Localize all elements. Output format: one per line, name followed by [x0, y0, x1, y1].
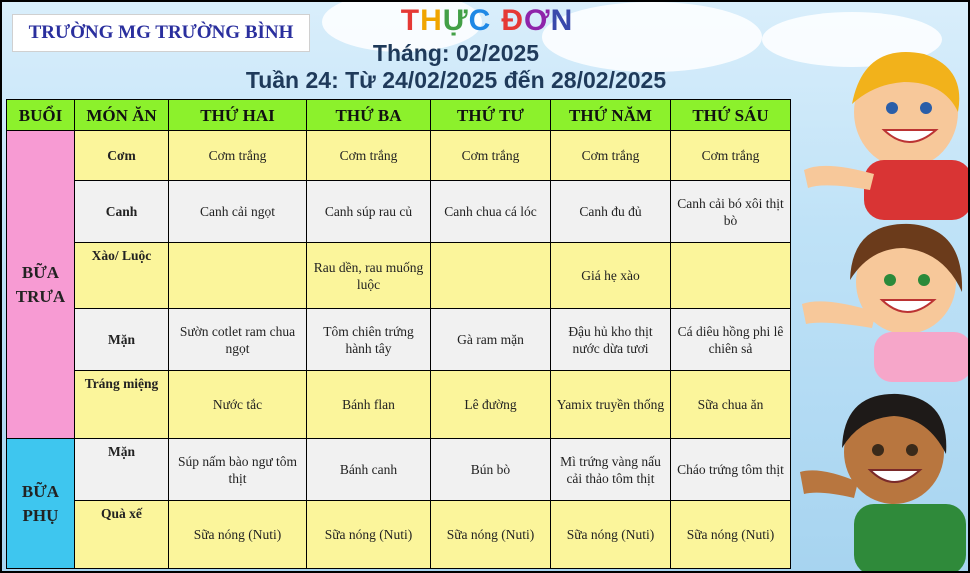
- menu-cell: Canh đu đủ: [551, 181, 671, 243]
- title-letter: Đ: [501, 4, 524, 37]
- table-row: [7, 309, 791, 371]
- session-snack: BỮA PHỤ: [7, 439, 75, 569]
- table-row: [7, 181, 791, 243]
- menu-cell: Cơm trắng: [431, 131, 551, 181]
- session-lunch: BỮA TRƯA: [7, 131, 75, 439]
- menu-cell: Nước tắc: [169, 371, 307, 439]
- title-letter: Ơ: [523, 4, 551, 37]
- menu-cell: Sữa nóng (Nuti): [671, 501, 791, 569]
- header-tuesday: THỨ BA: [307, 100, 431, 131]
- child-shirt-1: [864, 160, 970, 220]
- menu-cell: Sữa nóng (Nuti): [169, 501, 307, 569]
- menu-cell: Cơm trắng: [169, 131, 307, 181]
- week-label: Tuần 24: Từ 24/02/2025 đến 28/02/2025: [245, 67, 667, 93]
- menu-cell: Bánh canh: [307, 439, 431, 501]
- menu-table: [6, 99, 791, 569]
- menu-cell: Canh cải ngọt: [169, 181, 307, 243]
- table-row: [7, 371, 791, 439]
- menu-cell: Cơm trắng: [671, 131, 791, 181]
- menu-cell: Cháo trứng tôm thịt: [671, 439, 791, 501]
- menu-cell: Canh súp rau củ: [307, 181, 431, 243]
- dish-label: Tráng miệng: [75, 371, 169, 439]
- header-dish: MÓN ĂN: [75, 100, 169, 131]
- menu-cell: Súp nấm bào ngư tôm thịt: [169, 439, 307, 501]
- header-monday: THỨ HAI: [169, 100, 307, 131]
- menu-cell: Đậu hủ kho thịt nước dừa tươi: [551, 309, 671, 371]
- cartoon-children-illustration: [794, 42, 970, 573]
- header-thursday: THỨ NĂM: [551, 100, 671, 131]
- title-letter: N: [550, 4, 574, 37]
- menu-cell: [431, 243, 551, 309]
- title-letter: T: [400, 4, 421, 37]
- title-letter: C: [468, 4, 492, 37]
- child-shirt-3: [854, 504, 966, 573]
- title-letter: H: [420, 4, 443, 37]
- menu-cell: Cơm trắng: [307, 131, 431, 181]
- dish-label: Mặn: [75, 439, 169, 501]
- month-label: Tháng: 02/2025: [372, 40, 540, 66]
- menu-cell: Lê đường: [431, 371, 551, 439]
- menu-cell: Rau dền, rau muống luộc: [307, 243, 431, 309]
- menu-cell: Cá diêu hồng phi lê chiên sả: [671, 309, 791, 371]
- menu-cell: Cơm trắng: [551, 131, 671, 181]
- menu-cell: Canh cải bó xôi thịt bò: [671, 181, 791, 243]
- menu-cell: Mì trứng vàng nấu cải thảo tôm thịt: [551, 439, 671, 501]
- child-shirt-2: [874, 332, 970, 382]
- menu-cell: Sữa nóng (Nuti): [551, 501, 671, 569]
- table-row: [7, 439, 791, 501]
- menu-cell: Sữa chua ăn: [671, 371, 791, 439]
- dish-label: Mặn: [75, 309, 169, 371]
- school-name: TRƯỜNG MG TRƯỜNG BÌNH: [12, 14, 310, 52]
- dish-label: Cơm: [75, 131, 169, 181]
- table-row: [7, 501, 791, 569]
- menu-cell: Bún bò: [431, 439, 551, 501]
- table-row: [7, 243, 791, 309]
- menu-cell: Bánh flan: [307, 371, 431, 439]
- header-wednesday: THỨ TƯ: [431, 100, 551, 131]
- header-friday: THỨ SÁU: [671, 100, 791, 131]
- menu-cell: [169, 243, 307, 309]
- menu-cell: Sườn cotlet ram chua ngọt: [169, 309, 307, 371]
- menu-cell: Sữa nóng (Nuti): [307, 501, 431, 569]
- menu-cell: Sữa nóng (Nuti): [431, 501, 551, 569]
- dish-label: Canh: [75, 181, 169, 243]
- menu-cell: Yamix truyền thống: [551, 371, 671, 439]
- dish-label: Xào/ Luộc: [75, 243, 169, 309]
- menu-cell: Giá hẹ xào: [551, 243, 671, 309]
- title-letter: Ự: [442, 4, 469, 37]
- menu-title: [2, 4, 970, 38]
- dish-label: Quà xế: [75, 501, 169, 569]
- table-row: [7, 131, 791, 181]
- menu-cell: [671, 243, 791, 309]
- header-row: [7, 100, 791, 131]
- menu-cell: Gà ram mặn: [431, 309, 551, 371]
- menu-cell: Tôm chiên trứng hành tây: [307, 309, 431, 371]
- header-session: BUỔI: [7, 100, 75, 131]
- menu-cell: Canh chua cá lóc: [431, 181, 551, 243]
